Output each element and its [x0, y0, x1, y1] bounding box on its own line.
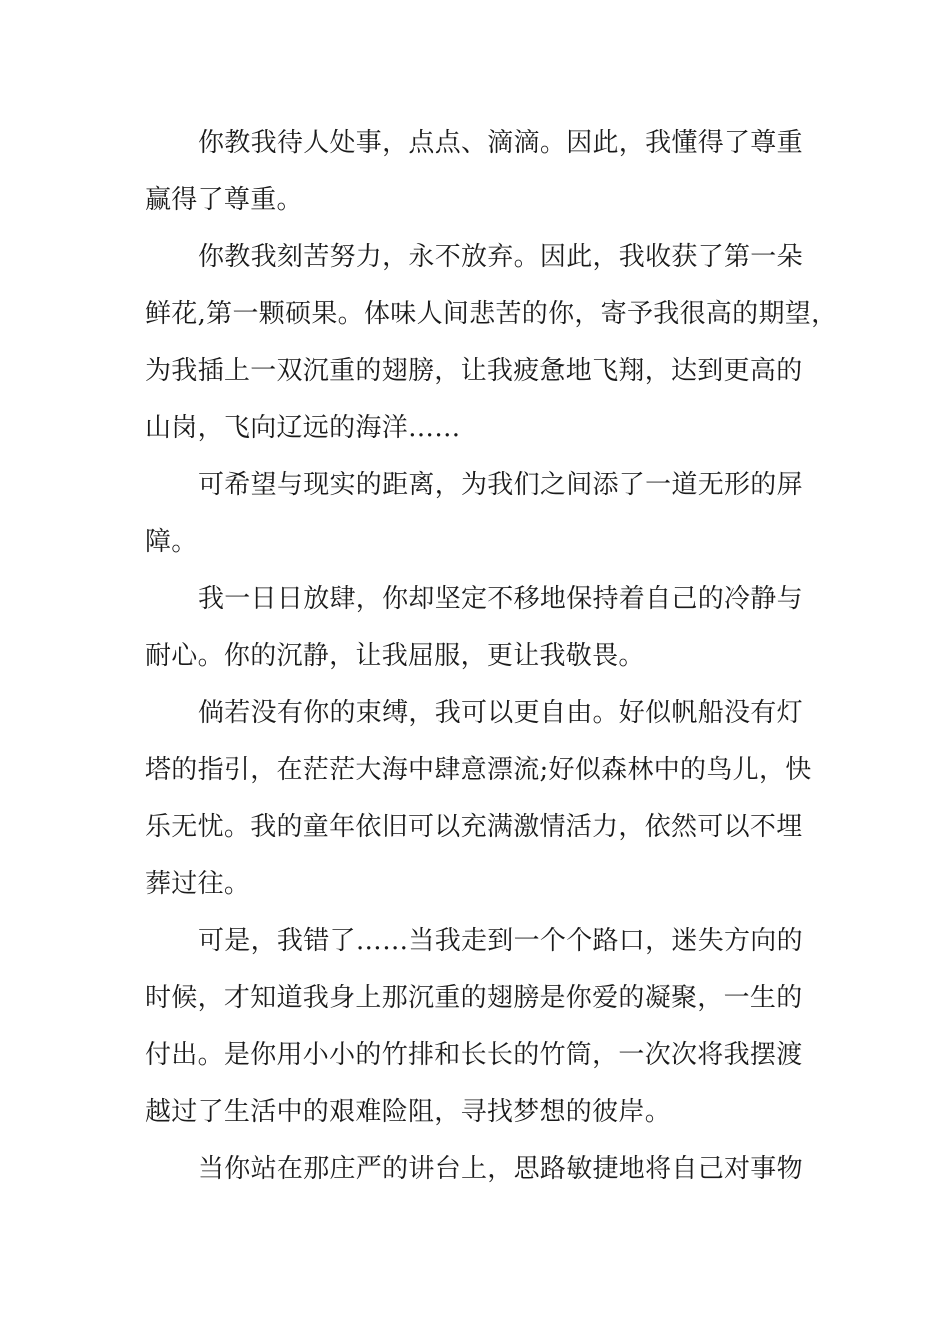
text-line: 越过了生活中的艰难险阻，寻找梦想的彼岸。 [145, 1097, 672, 1127]
text-line: 可是，我错了……当我走到一个个路口，迷失方向的 [198, 926, 803, 956]
text-line: 可希望与现实的距离，为我们之间添了一道无形的屏 [198, 470, 803, 500]
text-line: 时候，才知道我身上那沉重的翅膀是你爱的凝聚，一生的 [145, 983, 803, 1013]
text-line: 耐心。你的沉静，让我屈服，更让我敬畏。 [145, 641, 645, 671]
text-line: 障。 [145, 527, 198, 557]
text-line: 赢得了尊重。 [145, 185, 303, 215]
text-line: 付出。是你用小小的竹排和长长的竹筒，一次次将我摆渡 [145, 1040, 803, 1070]
text-line: 倘若没有你的束缚，我可以更自由。好似帆船没有灯 [198, 698, 803, 728]
text-line: 你教我刻苦努力，永不放弃。因此，我收获了第一朵 [198, 242, 803, 272]
text-line: 我一日日放肆，你却坚定不移地保持着自己的冷静与 [198, 584, 803, 614]
text-line: 葬过往。 [145, 869, 251, 899]
text-line: 你教我待人处事，点点、滴滴。因此，我懂得了尊重 [198, 128, 803, 158]
text-line: 塔的指引，在茫茫大海中肆意漂流;好似森林中的鸟儿，快 [145, 755, 812, 785]
text-line: 山岗，飞向辽远的海洋…… [145, 413, 461, 443]
text-line: 乐无忧。我的童年依旧可以充满激情活力，依然可以不埋 [145, 812, 803, 842]
text-line: 当你站在那庄严的讲台上，思路敏捷地将自己对事物 [198, 1154, 803, 1184]
text-line: 为我插上一双沉重的翅膀，让我疲惫地飞翔，达到更高的 [145, 356, 803, 386]
text-line: 鲜花,第一颗硕果。体味人间悲苦的你，寄予我很高的期望， [145, 299, 838, 329]
